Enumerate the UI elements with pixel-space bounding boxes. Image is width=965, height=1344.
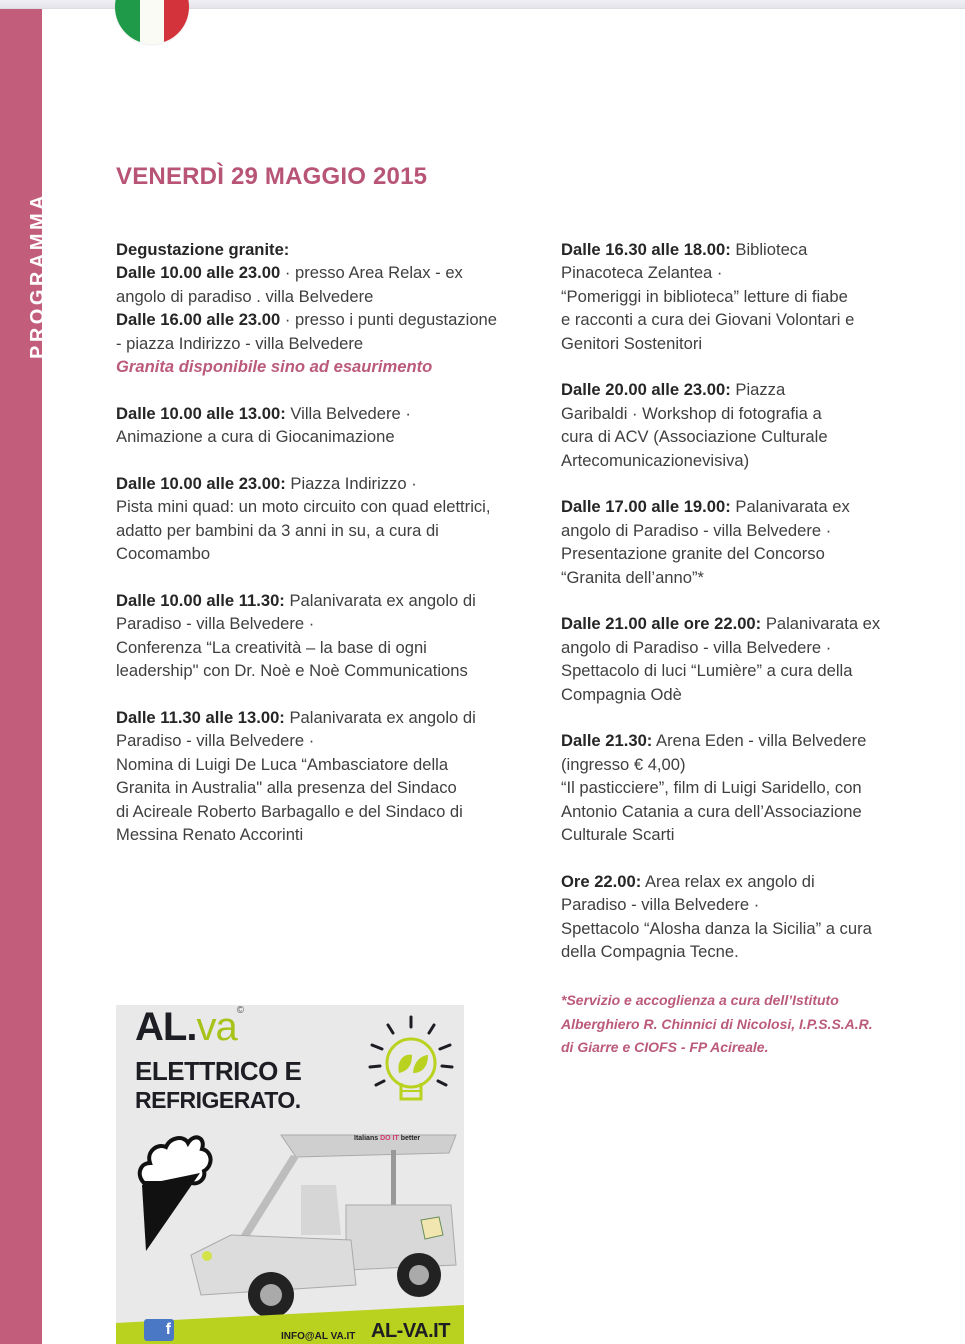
event-text: leadership" con Dr. Noè e Noè Communications xyxy=(116,661,468,681)
event-line xyxy=(561,917,961,940)
event-line xyxy=(116,402,546,425)
footnote-line: Alberghiero R. Chinnici di Nicolosi, I.P.S.S.A.R. xyxy=(561,1015,873,1032)
event-text: di Acireale Roberto Barbagallo e del Sindaco di xyxy=(116,801,463,821)
banner-text-c: better xyxy=(398,1135,421,1142)
page-title: VENERDÌ 29 MAGGIO 2015 xyxy=(116,163,428,190)
event-line xyxy=(561,402,961,425)
degustazione-block xyxy=(116,238,546,378)
event-text: Area relax ex angolo di xyxy=(644,871,815,891)
event-text: Spettacolo di luci “Lumière” a cura della xyxy=(561,661,853,681)
event-line xyxy=(561,683,961,706)
lightbulb-leaf-icon xyxy=(366,1015,456,1110)
event-line xyxy=(116,519,546,542)
italian-flag-icon xyxy=(115,0,189,44)
event-text: Spettacolo “Alosha danza la Sicilia” a cura xyxy=(561,918,872,938)
time-label: Dalle 16.00 alle 23.00 xyxy=(116,310,281,330)
right-column xyxy=(561,238,961,987)
event-time: Dalle 21.00 alle ore 22.00: xyxy=(561,614,762,634)
logo-main: AL. xyxy=(135,1005,197,1049)
event-line xyxy=(561,495,961,518)
banner-text-b: DO IT xyxy=(380,1135,399,1142)
event-line xyxy=(561,285,961,308)
event-line xyxy=(561,753,961,776)
event-line xyxy=(561,542,961,565)
event-text: Artecomunicazionevisiva) xyxy=(561,450,750,470)
event-text: Compagnia Odè xyxy=(561,684,682,704)
event-text: (ingresso € 4,00) xyxy=(561,754,686,774)
event-line xyxy=(561,238,961,261)
event-text: Palanivarata ex angolo di xyxy=(289,591,476,611)
event-line xyxy=(561,308,961,331)
event-text: · presso i punti degustazione xyxy=(280,310,498,330)
sidebar-label: PROGRAMMA xyxy=(27,191,49,359)
event-time: Dalle 17.00 alle 19.00: xyxy=(561,497,731,517)
event-line xyxy=(561,566,961,589)
event-line xyxy=(561,612,961,635)
event-text: e racconti a cura dei Giovani Volontari e xyxy=(561,310,855,330)
event-block xyxy=(116,589,546,683)
right-event-list xyxy=(561,238,961,964)
event-line xyxy=(561,729,961,752)
event-line xyxy=(116,495,546,518)
event-text: angolo di Paradiso - villa Belvedere · xyxy=(561,637,832,657)
event-text: Granita in Australia" alla presenza del Sindaco xyxy=(116,778,457,798)
left-event-list xyxy=(116,402,546,847)
event-line xyxy=(561,800,961,823)
event-line xyxy=(116,542,546,565)
event-block xyxy=(561,870,961,964)
event-block xyxy=(116,706,546,846)
event-text: · presso Area Relax - ex xyxy=(280,263,463,283)
event-text: Palanivarata ex xyxy=(765,614,881,634)
ad-headline-line: ELETTRICO E xyxy=(135,1056,302,1086)
event-block xyxy=(116,472,546,566)
event-line xyxy=(116,472,546,495)
event-text: Palanivarata ex angolo di xyxy=(289,708,476,728)
event-line xyxy=(116,636,546,659)
event-block xyxy=(561,612,961,706)
availability-note: Granita disponibile sino ad esaurimento xyxy=(116,357,433,377)
event-text: Conferenza “La creatività – la base di ogni xyxy=(116,637,427,657)
event-line xyxy=(116,706,546,729)
ad-headline xyxy=(135,1057,301,1115)
event-time: Dalle 20.00 alle 23.00: xyxy=(561,380,731,400)
event-line xyxy=(561,870,961,893)
event-text: Nomina di Luigi De Luca “Ambasciatore della xyxy=(116,754,449,774)
event-text: Pinacoteca Zelantea · xyxy=(561,263,723,283)
event-time: Dalle 10.00 alle 23.00: xyxy=(116,474,286,494)
event-line xyxy=(116,823,546,846)
event-text: Palanivarata ex xyxy=(735,497,850,517)
event-text: Genitori Sostenitori xyxy=(561,333,703,353)
event-line xyxy=(561,425,961,448)
event-text: Paradiso - villa Belvedere · xyxy=(116,614,315,634)
event-time: Dalle 11.30 alle 13.00: xyxy=(116,708,285,728)
event-time: Dalle 21.30: xyxy=(561,731,653,751)
alva-advertisement xyxy=(116,1005,464,1344)
event-text: Biblioteca xyxy=(735,240,808,259)
event-text: Arena Eden - villa Belvedere xyxy=(656,731,867,751)
event-line xyxy=(561,659,961,682)
event-block xyxy=(561,729,961,846)
event-block xyxy=(116,402,546,449)
event-text: Piazza xyxy=(735,380,786,400)
logo-mark: © xyxy=(236,1005,244,1016)
event-line xyxy=(116,589,546,612)
flag-green-stripe xyxy=(115,0,140,44)
cart-banner xyxy=(354,1135,420,1142)
degustazione-line: angolo di paradiso . villa Belvedere xyxy=(116,286,374,306)
flag-white-stripe xyxy=(140,0,165,44)
event-line xyxy=(561,332,961,355)
event-text: Paradiso - villa Belvedere · xyxy=(116,731,315,751)
footnote xyxy=(561,989,961,1060)
alva-logo xyxy=(135,1005,243,1050)
event-time: Ore 22.00: xyxy=(561,871,642,891)
event-line xyxy=(116,776,546,799)
event-line xyxy=(116,612,546,635)
event-line xyxy=(116,753,546,776)
event-text: adatto per bambini da 3 anni in su, a cura di xyxy=(116,520,439,540)
ad-headline-line: REFRIGERATO. xyxy=(135,1087,301,1113)
event-line xyxy=(561,449,961,472)
event-line xyxy=(561,378,961,401)
degustazione-line: - piazza Indirizzo - villa Belvedere xyxy=(116,333,364,353)
ad-email[interactable]: INFO@AL VA.IT xyxy=(281,1331,356,1342)
event-text: “Il pasticciere”, film di Luigi Saridello, con xyxy=(561,778,862,798)
event-text: Animazione a cura di Giocanimazione xyxy=(116,427,395,447)
event-time: Dalle 10.00 alle 11.30: xyxy=(116,591,285,611)
event-block xyxy=(561,238,961,355)
event-line xyxy=(561,261,961,284)
event-text: Cocomambo xyxy=(116,544,211,564)
degustazione-line xyxy=(116,261,546,284)
ad-website[interactable]: AL-VA.IT xyxy=(371,1320,450,1342)
electric-cart-image xyxy=(171,1125,461,1320)
sidebar-band xyxy=(0,9,49,1344)
event-text: Villa Belvedere · xyxy=(290,403,411,423)
event-text: Antonio Catania a cura dell’Associazione xyxy=(561,801,862,821)
footnote-line: di Giarre e CIOFS - FP Acireale. xyxy=(561,1039,769,1056)
event-text: Culturale Scarti xyxy=(561,825,675,845)
event-text: cura di ACV (Associazione Culturale xyxy=(561,427,828,447)
flag-red-stripe xyxy=(164,0,189,44)
degustazione-line xyxy=(116,308,546,331)
event-text: angolo di Paradiso - villa Belvedere · xyxy=(561,520,832,540)
event-line xyxy=(116,425,546,448)
time-label: Dalle 10.00 alle 23.00 xyxy=(116,263,281,283)
event-text: Messina Renato Accorinti xyxy=(116,825,304,845)
event-text: Piazza Indirizzo · xyxy=(290,474,417,494)
event-line xyxy=(561,823,961,846)
banner-text-a: Italians xyxy=(354,1135,381,1142)
event-text: Garibaldi · Workshop di fotografia a xyxy=(561,403,822,423)
event-line xyxy=(561,940,961,963)
event-time: Dalle 10.00 alle 13.00: xyxy=(116,403,286,423)
event-text: della Compagnia Tecne. xyxy=(561,942,739,962)
event-line xyxy=(116,659,546,682)
event-text: “Pomeriggi in biblioteca” letture di fiabe xyxy=(561,286,848,306)
event-text: Paradiso - villa Belvedere · xyxy=(561,895,760,915)
logo-va: va xyxy=(196,1005,237,1049)
event-text: Presentazione granite del Concorso xyxy=(561,544,825,564)
event-text: “Granita dell’anno”* xyxy=(561,567,704,587)
event-time: Dalle 16.30 alle 18.00: xyxy=(561,240,731,259)
footnote-line: *Servizio e accoglienza a cura dell’Istituto xyxy=(561,992,839,1008)
left-column xyxy=(116,238,546,870)
event-line xyxy=(561,776,961,799)
event-line xyxy=(561,893,961,916)
degustazione-heading: Degustazione granite: xyxy=(116,240,290,259)
event-line xyxy=(116,800,546,823)
event-line xyxy=(561,519,961,542)
event-block xyxy=(561,378,961,472)
event-line xyxy=(116,729,546,752)
event-text: Pista mini quad: un moto circuito con quad elettrici, xyxy=(116,497,491,517)
event-block xyxy=(561,495,961,589)
event-line xyxy=(561,636,961,659)
facebook-like-icon[interactable]: f xyxy=(144,1319,174,1341)
